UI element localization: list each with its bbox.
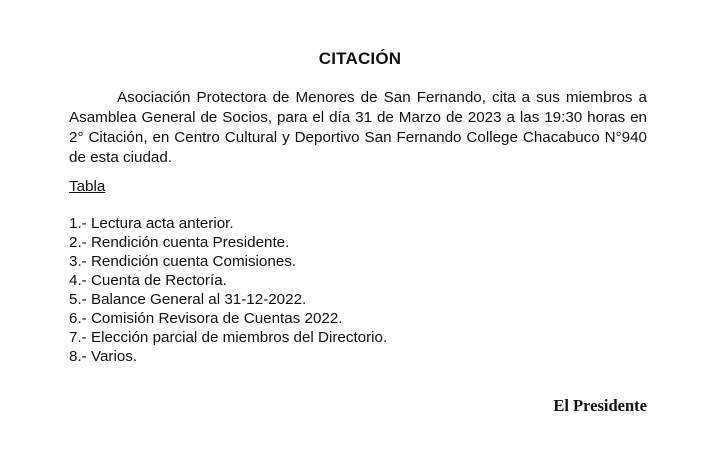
notice-body: Asociación Protectora de Menores de San Fernando, cita a sus miembros a Asamblea General de Socios, para el día 31 de Marzo de 2023 a las 19:30 horas en 2° Citación, en Centro Cultural y Deportivo San Fernando College Chacabuco N°940 de esta ciudad. <box>69 89 647 166</box>
agenda-item: 1.- Lectura acta anterior. <box>69 215 234 232</box>
agenda-item: 8.- Varios. <box>69 348 138 365</box>
agenda-list <box>69 214 387 366</box>
agenda-item: 6.- Comisión Revisora de Cuentas 2022. <box>69 310 343 327</box>
agenda-heading: Tabla <box>69 178 106 195</box>
agenda-item: 4.- Cuenta de Rectoría. <box>69 272 227 289</box>
signature-line: El Presidente <box>553 396 647 415</box>
agenda-item: 3.- Rendición cuenta Comisiones. <box>69 253 297 270</box>
agenda-item: 5.- Balance General al 31-12-2022. <box>69 291 307 308</box>
document-title: CITACIÓN <box>318 49 402 68</box>
agenda-item: 2.- Rendición cuenta Presidente. <box>69 234 290 251</box>
agenda-item: 7.- Elección parcial de miembros del Directorio. <box>69 329 388 346</box>
